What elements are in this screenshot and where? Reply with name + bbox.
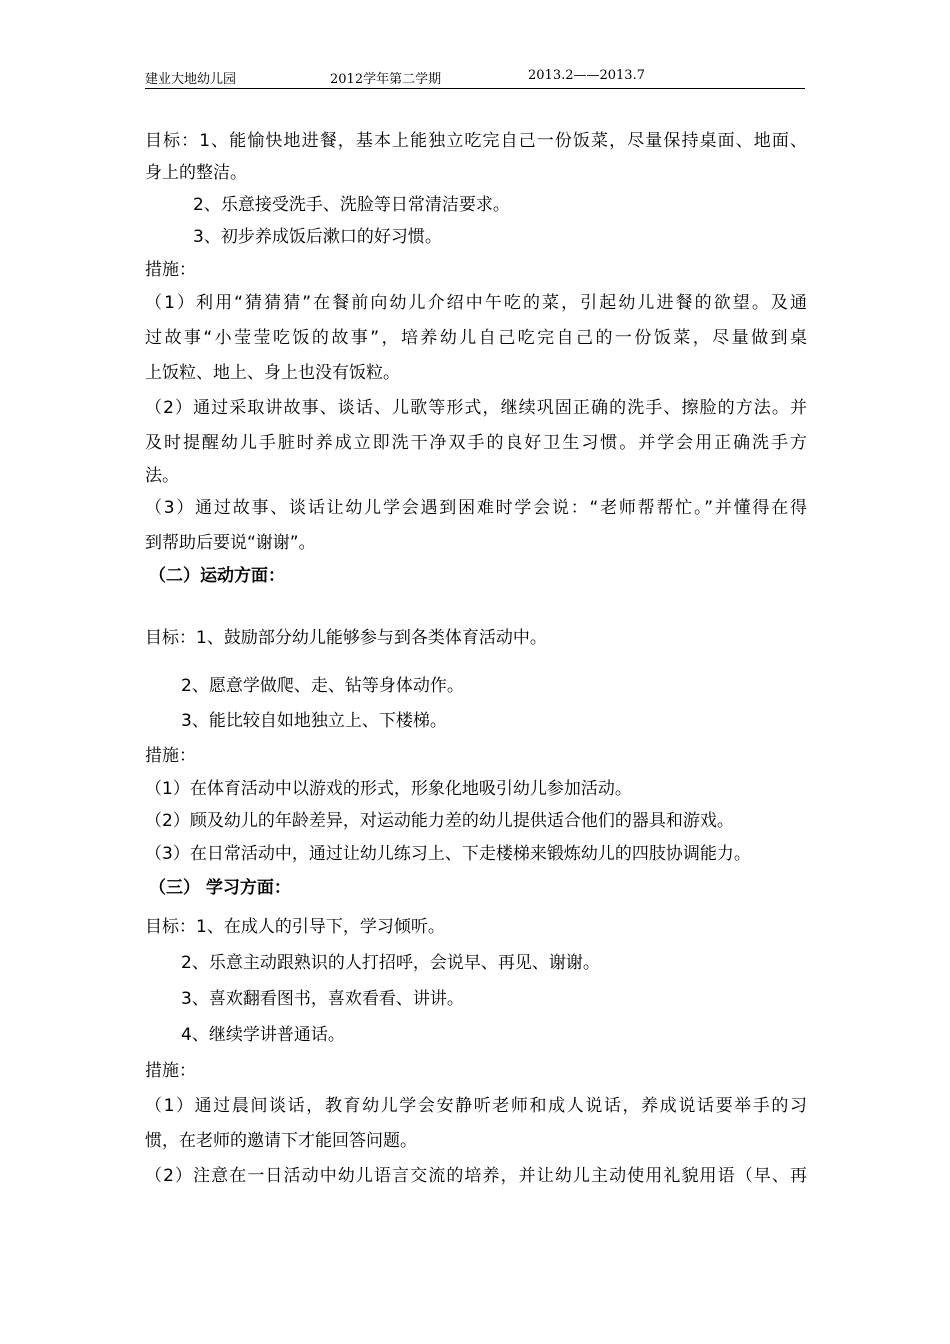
header-dates: 2013.2——2013.7 (528, 68, 645, 83)
text-line: 法。 (145, 466, 179, 486)
text-line: 身上的整洁。 (145, 163, 247, 183)
text-line: （1）利用“猜猜猜”在餐前向幼儿介绍中午吃的菜，引起幼儿进餐的欲望。及通 (145, 293, 807, 313)
text-line: 措施： (145, 746, 196, 766)
text-line: 到帮助后要说“谢谢”。 (145, 533, 316, 553)
text-line: （2）注意在一日活动中幼儿语言交流的培养，并让幼儿主动使用礼貌用语（早、再 (145, 1166, 807, 1186)
text-line: 3、喜欢翻看图书，喜欢看看、讲讲。 (181, 989, 464, 1009)
text-line: 措施： (145, 260, 196, 280)
text-line: 上饭粒、地上、身上也没有饭粒。 (145, 363, 400, 383)
text-line: 2、愿意学做爬、走、钻等身体动作。 (181, 676, 464, 696)
text-line: 目标：1、能愉快地进餐，基本上能独立吃完自己一份饭菜，尽量保持桌面、地面、 (145, 131, 807, 151)
text-line: 目标：1、在成人的引导下，学习倾听。 (145, 917, 445, 937)
text-line: （2）顾及幼儿的年龄差异，对运动能力差的幼儿提供适合他们的器具和游戏。 (145, 811, 734, 831)
page-header (145, 64, 805, 89)
text-line: 3、能比较自如地独立上、下楼梯。 (181, 711, 447, 731)
text-line: （2）通过采取讲故事、谈话、儿歌等形式，继续巩固正确的洗手、擦脸的方法。并 (145, 398, 807, 418)
text-line: 及时提醒幼儿手脏时养成立即洗干净双手的良好卫生习惯。并学会用正确洗手方 (145, 433, 807, 453)
text-line: 4、继续学讲普通话。 (181, 1025, 345, 1045)
header-term: 2012学年第二学期 (330, 72, 442, 87)
text-line: （1）通过晨间谈话，教育幼儿学会安静听老师和成人说话，养成说话要举手的习 (145, 1096, 807, 1116)
text-line: 惯，在老师的邀请下才能回答问题。 (145, 1131, 417, 1151)
text-line: 2、乐意主动跟熟识的人打招呼，会说早、再见、谢谢。 (181, 953, 600, 973)
header-school: 建业大地幼儿园 (145, 72, 237, 87)
section-heading-sport: （二）运动方面： (149, 566, 285, 586)
text-line: 过故事“小莹莹吃饭的故事”，培养幼儿自己吃完自己的一份饭菜，尽量做到桌 (145, 328, 807, 348)
section-heading-study: （三） 学习方面： (149, 878, 291, 898)
text-line: （3）通过故事、谈话让幼儿学会遇到困难时学会说：“老师帮帮忙。”并懂得在得 (145, 498, 807, 518)
text-line: 目标：1、鼓励部分幼儿能够参与到各类体育活动中。 (145, 628, 547, 648)
text-line: （1）在体育活动中以游戏的形式，形象化地吸引幼儿参加活动。 (145, 779, 632, 799)
text-line: 措施： (145, 1061, 196, 1081)
text-line: （3）在日常活动中，通过让幼儿练习上、下走楼梯来锻炼幼儿的四肢协调能力。 (145, 844, 751, 864)
text-line: 2、乐意接受洗手、洗脸等日常清洁要求。 (193, 195, 510, 215)
text-line: 3、初步养成饭后漱口的好习惯。 (193, 227, 442, 247)
